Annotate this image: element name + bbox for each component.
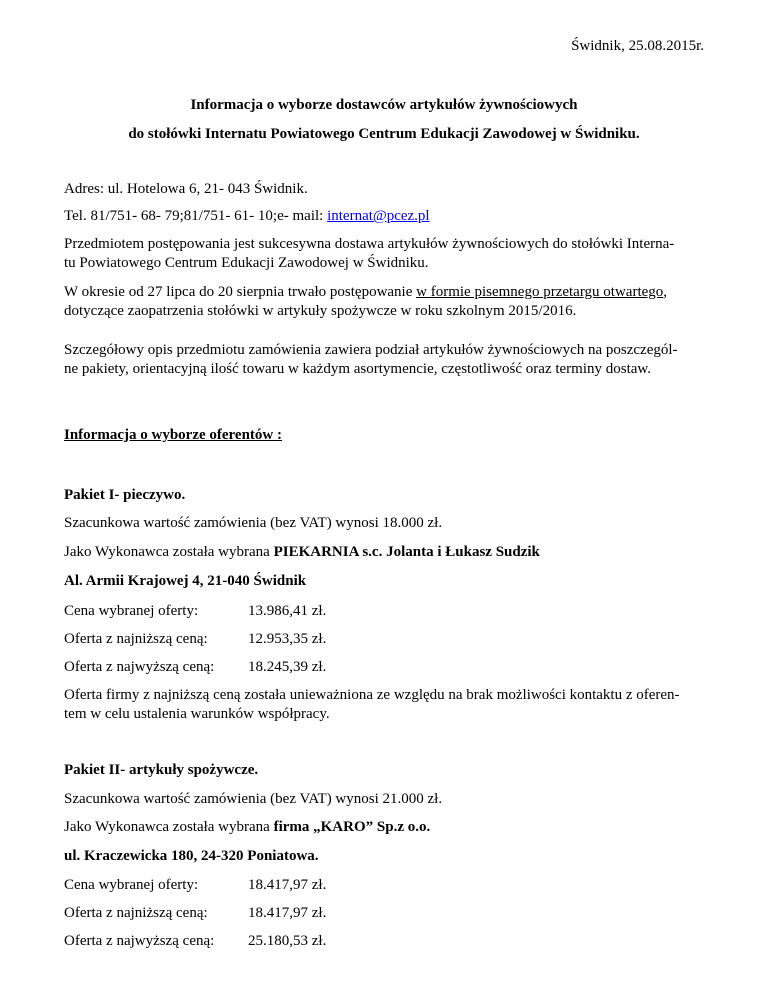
package-2-estimate: Szacunkowa wartość zamówienia (bez VAT) wynosi 21.000 zł. bbox=[64, 791, 443, 807]
package-2-row-label: Oferta z najniższą ceną: bbox=[64, 905, 208, 921]
package-1-winner bbox=[64, 543, 540, 562]
winner-prefix: Jako Wykonawca została wybrana bbox=[64, 544, 274, 560]
package-1-note-line-1: Oferta firmy z najniższą ceną została unieważniona ze względu na brak możliwości kontaktu z oferen- bbox=[64, 687, 680, 703]
package-2-row-label: Oferta z najwyższą ceną: bbox=[64, 933, 215, 949]
winner-name: firma „KARO” Sp.z o.o. bbox=[273, 819, 431, 835]
package-1-row-label: Oferta z najniższą ceną: bbox=[64, 631, 208, 647]
contact-line bbox=[64, 207, 430, 226]
winner-name: PIEKARNIA s.c. Jolanta i Łukasz Sudzik bbox=[273, 544, 540, 560]
package-1-row-value: 18.245,39 zł. bbox=[248, 659, 327, 675]
intro-paragraph-1-line-1: Przedmiotem postępowania jest sukcesywna dostawa artykułów żywnościowych do stołówki Interna- bbox=[64, 236, 675, 252]
package-1-row-value: 12.953,35 zł. bbox=[248, 631, 327, 647]
intro-paragraph-2-line-1 bbox=[64, 283, 667, 302]
address-line: Adres: ul. Hotelowa 6, 21- 043 Świdnik. bbox=[64, 181, 308, 197]
package-1-estimate: Szacunkowa wartość zamówienia (bez VAT) wynosi 18.000 zł. bbox=[64, 515, 443, 531]
title-line-2: do stołówki Internatu Powiatowego Centrum Edukacji Zawodowej w Świdniku. bbox=[128, 126, 640, 142]
p2-underlined-text: w formie pisemnego przetargu otwartego bbox=[416, 284, 664, 300]
email-link[interactable]: internat@pcez.pl bbox=[327, 208, 430, 224]
package-2-row-value: 18.417,97 zł. bbox=[248, 905, 327, 921]
title-line-1: Informacja o wyborze dostawców artykułów żywnościowych bbox=[190, 97, 578, 113]
place-date: Świdnik, 25.08.2015r. bbox=[571, 38, 704, 54]
package-1-winner-address: Al. Armii Krajowej 4, 21-040 Świdnik bbox=[64, 573, 307, 589]
p2-text: W okresie od 27 lipca do 20 sierpnia trwało postępowanie bbox=[64, 284, 417, 300]
package-2-row-label: Cena wybranej oferty: bbox=[64, 877, 199, 893]
section-heading: Informacja o wyborze oferentów : bbox=[64, 427, 282, 443]
package-2-row-value: 18.417,97 zł. bbox=[248, 877, 327, 893]
package-2-row-value: 25.180,53 zł. bbox=[248, 933, 327, 949]
package-1-note-line-2: tem w celu ustalenia warunków współpracy. bbox=[64, 706, 330, 722]
package-2-title: Pakiet II- artykuły spożywcze. bbox=[64, 762, 259, 778]
intro-paragraph-1-line-2: tu Powiatowego Centrum Edukacji Zawodowej w Świdniku. bbox=[64, 255, 429, 271]
p2-comma: , bbox=[663, 284, 668, 300]
intro-paragraph-2-line-2: dotyczące zaopatrzenia stołówki w artykuły spożywcze w roku szkolnym 2015/2016. bbox=[64, 303, 577, 319]
intro-paragraph-3-line-1: Szczegółowy opis przedmiotu zamówienia zawiera podział artykułów żywnościowych na poszczegól- bbox=[64, 342, 678, 358]
package-1-row-value: 13.986,41 zł. bbox=[248, 603, 327, 619]
winner-prefix: Jako Wykonawca została wybrana bbox=[64, 819, 274, 835]
package-1-row-label: Oferta z najwyższą ceną: bbox=[64, 659, 215, 675]
package-2-winner-address: ul. Kraczewicka 180, 24-320 Poniatowa. bbox=[64, 848, 319, 864]
package-2-winner bbox=[64, 818, 430, 837]
intro-paragraph-3-line-2: ne pakiety, orientacyjną ilość towaru w każdym asortymencie, częstotliwość oraz terminy dostaw. bbox=[64, 361, 652, 377]
phone-text: Tel. 81/751- 68- 79;81/751- 61- 10;e- mail: bbox=[64, 208, 328, 224]
package-1-row-label: Cena wybranej oferty: bbox=[64, 603, 199, 619]
package-1-title: Pakiet I- pieczywo. bbox=[64, 487, 186, 503]
